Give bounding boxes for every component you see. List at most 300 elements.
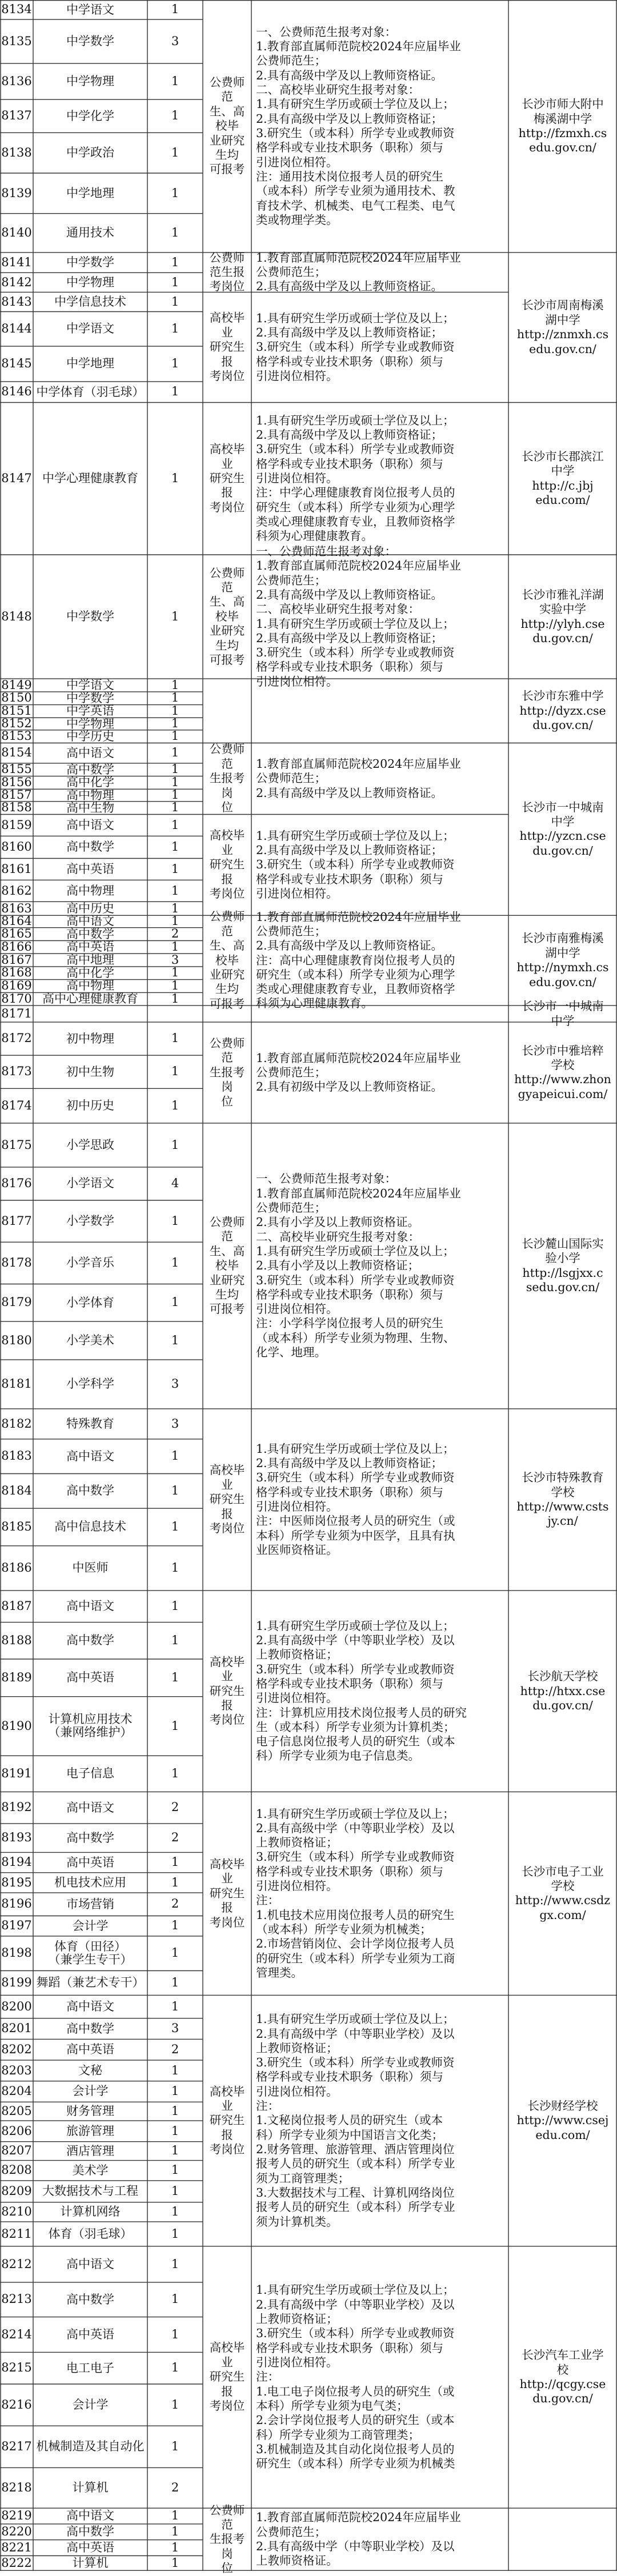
- job-count: 1: [171, 1999, 179, 2013]
- job-code: 8167: [1, 952, 32, 967]
- job-count: 1: [171, 145, 179, 159]
- job-code: 8220: [1, 2524, 32, 2538]
- job-count: 1: [171, 704, 179, 718]
- job-code: 8135: [1, 34, 32, 48]
- job-code: 8221: [1, 2540, 32, 2554]
- hiring-unit: 长沙财经学校 http://www.csej edu.com/: [516, 2098, 609, 2142]
- job-count: 1: [171, 788, 179, 802]
- job-code: 8186: [1, 1561, 32, 1575]
- candidate-type: 公费师范 生、高校毕 业研究生均 可报考: [209, 1215, 245, 1316]
- job-position: 计算机: [72, 2481, 109, 2495]
- job-code: 8203: [1, 2063, 32, 2077]
- job-count: 1: [171, 940, 179, 954]
- job-position: 高中语文: [66, 1800, 114, 1814]
- job-code: 8193: [1, 1830, 32, 1845]
- job-position: 高中英语: [66, 940, 114, 954]
- hiring-unit: 长沙市雅礼洋湖 实验中学 http://ylyh.cse du.gov.cn/: [520, 587, 605, 645]
- job-count: 1: [171, 762, 179, 776]
- job-count: 1: [171, 966, 179, 980]
- job-count: 1: [171, 2205, 179, 2219]
- job-position: 酒店管理: [66, 2144, 114, 2158]
- requirements: 1.教育部直属师范院校2024年应届毕业 公费师范生； 2.具有高级中学及以上教师资格证。: [256, 757, 461, 800]
- job-position: 中学语文: [66, 2, 114, 17]
- job-position: 小学思政: [66, 1137, 114, 1152]
- job-count: 1: [171, 2124, 179, 2138]
- job-position: 高中地理: [66, 952, 114, 967]
- job-code: 8140: [1, 225, 32, 239]
- job-position: 中学语文: [66, 322, 114, 336]
- job-count: 1: [171, 2361, 179, 2375]
- job-code: 8165: [1, 927, 32, 941]
- requirements: 一、公费师范生报考对象： 1.教育部直属师范院校2024年应届毕业 公费师范生； 2.具有高级中学及以上教师资格证。 二、高校毕业研究生报考对象： 1.具有研究生学历或硕士学位及以上； 2.具有高级中学及以上教师资格证； 3.研究生（或本科）所学专业或教师资 格学科或专业技术职务（职称）须与 引进岗位相符。 注：通用技术岗位报考人员的研究生 （或本科）所学专业须为通用技术、教 育技术学、机械类、电气工程类、电气 类或物理学类。: [256, 25, 461, 227]
- job-position: 初中历史: [66, 1099, 114, 1113]
- job-position: 高中数学: [66, 1830, 114, 1845]
- job-count: 4: [171, 1176, 179, 1191]
- job-position: 高中数学: [66, 2292, 114, 2306]
- job-code: 8194: [1, 1855, 32, 1869]
- job-code: 8175: [1, 1137, 32, 1152]
- job-position: 高中语文: [66, 914, 114, 928]
- job-code: 8189: [1, 1670, 32, 1685]
- job-position: 高中心理健康教育: [42, 992, 138, 1006]
- job-code: 8183: [1, 1449, 32, 1463]
- job-position: 高中英语: [66, 1670, 114, 1685]
- job-count: 1: [171, 2509, 179, 2523]
- job-count: 1: [171, 2163, 179, 2177]
- job-count: 1: [171, 356, 179, 371]
- requirements: 1.具有研究生学历或硕士学位及以上； 2.具有高级中学及以上教师资格证； 3.研究生（或本科）所学专业或教师资 格学科或专业技术职务（职称）须与 引进岗位相符。 注：中医师岗位报考人员的研究生（或 本科）所学专业须为中医学，且具有执 业医师资格证。: [256, 1441, 455, 1557]
- job-position: 会计学: [72, 2398, 109, 2412]
- job-position: 机电技术应用: [54, 1875, 126, 1889]
- requirements: 1.具有研究生学历或硕士学位及以上； 2.具有高级中学（中等职业学校）及以 上教师资格证； 3.研究生（或本科）所学专业或教师资 格学科或专业技术职务（职称）须与 引进岗位相符。 注： 1.电工电子岗位报考人员的研究生（或 本科）所学专业须为电气类； 2.会计学岗位报考人员的研究生（或本 科）所学专业须为工商管理类； 3.机械制造及其自动化岗位报考人员的 研究生（或本科）所学专业须为机械类: [256, 2283, 455, 2471]
- job-position: 计算机: [72, 2556, 109, 2570]
- job-code: 8170: [1, 991, 32, 1005]
- job-count: 1: [171, 74, 179, 88]
- candidate-type: 高校毕业 研究生报 考岗位: [209, 1654, 245, 1727]
- job-code: 8202: [1, 2042, 32, 2056]
- job-position: 会计学: [72, 2084, 109, 2098]
- job-code: 8168: [1, 966, 32, 980]
- job-count: 1: [171, 840, 179, 854]
- candidate-type: 公费师范 生、高校毕 业研究生均 可报考: [209, 75, 245, 177]
- job-code: 8215: [1, 2361, 32, 2375]
- job-code: 8212: [1, 2257, 32, 2271]
- job-count: 1: [171, 1875, 179, 1889]
- job-count: 1: [171, 2226, 179, 2241]
- job-position: 电工电子: [66, 2361, 114, 2375]
- requirements: 1.具有研究生学历或硕士学位及以上； 2.具有高级中学及以上教师资格证； 3.研究生（或本科）所学专业或教师资 格学科或专业技术职务（职称）须与 引进岗位相符。: [256, 311, 455, 383]
- requirements: [251, 1005, 508, 1022]
- job-count: 1: [171, 1946, 179, 1960]
- job-position: 高中英语: [66, 1855, 114, 1869]
- candidate-type: 公费师范 生报考岗 位: [209, 1036, 245, 1108]
- hiring-unit: [508, 2508, 617, 2571]
- job-count: 1: [171, 2524, 179, 2538]
- job-position: 高中语文: [66, 1449, 114, 1463]
- job-code: 8159: [1, 818, 32, 832]
- job-position: 体育（羽毛球）: [48, 2226, 133, 2241]
- job-count: 1: [171, 275, 179, 289]
- job-count: 1: [171, 1031, 179, 1045]
- job-count: 2: [171, 2042, 179, 2056]
- hiring-unit: 长沙市一中城南 中学 http://yzcn.cse du.gov.cn/: [519, 800, 606, 858]
- candidate-type: 公费师范 生、高校毕 业研究生均 可报考: [209, 910, 245, 1011]
- job-position: 中医师: [72, 1561, 109, 1575]
- hiring-unit: 长沙麓山国际实 验小学 http://lsgjxx.c sedu.gov.cn/: [522, 1237, 604, 1295]
- job-code: 8219: [1, 2509, 32, 2523]
- job-count: 1: [171, 1295, 179, 1309]
- job-position: 会计学: [72, 1918, 109, 1933]
- job-code: 8204: [1, 2084, 32, 2098]
- hiring-unit: 长沙航天学校 http://htxx.cse du.gov.cn/: [520, 1669, 606, 1712]
- job-count: 1: [171, 800, 179, 815]
- job-count: 1: [171, 471, 179, 485]
- job-count: 1: [171, 1670, 179, 1685]
- job-code: 8146: [1, 384, 32, 399]
- job-code: 8154: [1, 746, 32, 760]
- job-position: 高中化学: [66, 775, 114, 790]
- job-position: 初中物理: [66, 1031, 114, 1045]
- candidate-type: 高校毕业 研究生报 考岗位: [209, 311, 245, 383]
- job-code: 8213: [1, 2292, 32, 2306]
- job-code: 8218: [1, 2480, 32, 2494]
- job-code: 8149: [1, 678, 32, 692]
- requirements: 1.具有研究生学历或硕士学位及以上； 2.具有高级中学及以上教师资格证； 3.研究生（或本科）所学专业或教师资 格学科或专业技术职务（职称）须与 引进岗位相符。: [256, 828, 455, 900]
- job-code: 8158: [1, 800, 32, 815]
- job-count: 2: [171, 1897, 179, 1911]
- job-count: 2: [171, 927, 179, 941]
- job-count: 1: [171, 979, 179, 993]
- requirements: 1.具有研究生学历或硕士学位及以上； 2.具有高级中学（中等职业学校）及以 上教师资格证； 3.研究生（或本科）所学专业或教师资 格学科或专业技术职务（职称）须与 引进岗位相符。 注： 1.机电技术应用岗位报考人员的研究生 （或本科）所学专业须为机械类； 2.市场营销岗位、会计学岗位报考人员 的研究生（或本科）所学专业须为工商 管理类。: [256, 1806, 455, 1980]
- job-position: 高中数学: [66, 1484, 114, 1498]
- job-count: 3: [171, 1377, 179, 1391]
- job-code: 8163: [1, 901, 32, 915]
- requirements: 1.具有研究生学历或硕士学位及以上； 2.具有高级中学（中等职业学校）及以 上教师资格证； 3.研究生（或本科）所学专业或教师资 格学科或专业技术职务（职称）须与 引进岗位相符。 注：计算机应用技术岗位报考人员的研究 生（或本科）所学专业须为计算机类； 电子信息岗位报考人员的研究生（或本 科）所学专业须为电子信息类。: [256, 1618, 467, 1763]
- job-count: 1: [171, 678, 179, 692]
- job-count: 2: [171, 2480, 179, 2494]
- requirements: [251, 679, 508, 743]
- job-position: 中学物理: [66, 716, 114, 731]
- job-count: 2: [171, 1830, 179, 1845]
- job-code: 8164: [1, 914, 32, 928]
- job-count: 1: [171, 691, 179, 705]
- job-position: 中学地理: [66, 186, 114, 200]
- job-position: 市场营销: [66, 1897, 114, 1911]
- job-code: 8214: [1, 2327, 32, 2341]
- job-position: 高中生物: [66, 800, 114, 815]
- job-position: 高中数学: [66, 840, 114, 854]
- job-position: [33, 1005, 147, 1022]
- job-position: 中学信息技术: [54, 294, 126, 309]
- hiring-unit: 长沙市中雅培粹 学校 http://www.zhon gyapeicui.com/: [514, 1043, 611, 1101]
- job-position: 中学语文: [66, 678, 114, 692]
- job-code: 8139: [1, 186, 32, 200]
- requirements: 1.教育部直属师范院校2024年应届毕业 公费师范生； 2.具有高级中学（中等职业学校）及以 上教师资格证。: [256, 2510, 461, 2568]
- job-code: 8179: [1, 1295, 32, 1309]
- job-code: 8190: [1, 1718, 32, 1733]
- job-position: 文秘: [78, 2063, 102, 2077]
- job-code: 8188: [1, 1633, 32, 1647]
- candidate-type: 高校毕业 研究生报 考岗位: [209, 828, 245, 900]
- job-code: 8176: [1, 1176, 32, 1191]
- job-count: 1: [171, 1918, 179, 1933]
- candidate-type: 公费师 范生报 考岗位: [209, 250, 245, 294]
- job-position: 高中历史: [66, 901, 114, 915]
- job-count: 1: [171, 1484, 179, 1498]
- job-count: 1: [171, 2555, 179, 2570]
- job-position: 体育（田径） （兼学生专干）: [48, 1940, 133, 1967]
- job-count: 1: [171, 2439, 179, 2453]
- job-code: 8177: [1, 1213, 32, 1228]
- job-code: 8156: [1, 775, 32, 790]
- job-count: 1: [171, 818, 179, 832]
- job-code: 8173: [1, 1064, 32, 1079]
- job-code: 8216: [1, 2397, 32, 2411]
- hiring-unit: 长沙市师大附中 梅溪湖中学 http://fzmxh.cs edu.gov.cn/: [518, 97, 607, 155]
- job-count: 1: [171, 2063, 179, 2077]
- job-count: 1: [171, 862, 179, 876]
- job-count: 1: [171, 321, 179, 335]
- job-count: 1: [171, 1256, 179, 1270]
- job-position: 中学物理: [66, 74, 114, 89]
- job-count: 1: [171, 1561, 179, 1575]
- job-code: 8157: [1, 788, 32, 802]
- job-count: 1: [171, 914, 179, 928]
- requirements: 1.具有研究生学历或硕士学位及以上； 2.具有高级中学（中等职业学校）及以 上教师资格证； 3.研究生（或本科）所学专业或教师资 格学科或专业技术职务（职称）须与 引进岗位相符。 注： 1.文秘岗位报考人员的研究生（或本 科）所学专业须为中国语言文化类； 2.财务管理、旅游管理、酒店管理岗位 报考人员的研究生（或本科）所学专业 须为工商管理类； 3.大数据技术与工程、计算机网络岗位 报考人员的研究生（或本科）所学专业 须为计算机类。: [256, 2012, 455, 2229]
- job-position: 高中物理: [66, 883, 114, 898]
- job-count: 1: [171, 1449, 179, 1463]
- job-position: 高中信息技术: [54, 1520, 126, 1534]
- job-code: 8169: [1, 979, 32, 993]
- job-position: 中学化学: [66, 109, 114, 123]
- job-code: 8161: [1, 862, 32, 876]
- job-position: 高中英语: [66, 2541, 114, 2555]
- job-count: 3: [171, 34, 179, 48]
- job-position: 小学科学: [66, 1377, 114, 1391]
- job-count: 1: [171, 991, 179, 1005]
- job-position: 高中语文: [66, 2000, 114, 2014]
- job-position: 小学音乐: [66, 1256, 114, 1270]
- requirements: 一、公费师范生报考对象： 1.教育部直属师范院校2024年应届毕业 公费师范生； 2.具有高级中学及以上教师资格证。 二、高校毕业研究生报考对象： 1.具有研究生学历或硕士学位及以上； 2.具有高级中学及以上教师资格证； 3.研究生（或本科）所学专业或教师资 格学科或专业技术职务（职称）须与 引进岗位相符。: [256, 544, 461, 688]
- job-count: 1: [171, 1213, 179, 1228]
- job-count: 1: [171, 225, 179, 239]
- job-code: 8207: [1, 2144, 32, 2158]
- candidate-type: 公费师范 生报考岗 位: [209, 742, 245, 815]
- job-position: 中学数学: [66, 691, 114, 705]
- job-position: 高中物理: [66, 979, 114, 993]
- job-code: 8144: [1, 321, 32, 335]
- hiring-unit: 长沙市一中城南 中学: [522, 999, 604, 1028]
- job-code: 8171: [1, 1006, 32, 1020]
- job-count: 1: [171, 1855, 179, 1869]
- job-position: 高中语文: [66, 2257, 114, 2271]
- job-count: 3: [171, 2021, 179, 2036]
- job-code: 8137: [1, 109, 32, 123]
- job-position: 中学体育（羽毛球）: [36, 384, 145, 399]
- job-count: 1: [171, 883, 179, 898]
- job-position: 中学政治: [66, 146, 114, 160]
- job-position: 高中物理: [66, 788, 114, 802]
- job-code: 8198: [1, 1946, 32, 1960]
- job-code: 8208: [1, 2163, 32, 2177]
- job-count: 3: [171, 952, 179, 967]
- job-code: 8195: [1, 1875, 32, 1889]
- job-position: 高中英语: [66, 862, 114, 876]
- job-count: 1: [171, 2, 179, 17]
- requirements: 1.教育部直属师范院校2024年应届毕业 公费师范生； 2.具有高级中学及以上教师资格证。: [256, 250, 461, 294]
- job-code: 8162: [1, 883, 32, 898]
- job-position: 高中数学: [66, 2021, 114, 2036]
- job-code: 8200: [1, 1999, 32, 2013]
- job-code: 8187: [1, 1599, 32, 1613]
- job-code: 8150: [1, 691, 32, 705]
- job-code: 8142: [1, 275, 32, 289]
- job-position: 高中数学: [66, 762, 114, 776]
- job-count: 1: [171, 1633, 179, 1647]
- job-position: 财务管理: [66, 2104, 114, 2118]
- requirements: 1.教育部直属师范院校2024年应届毕业 公费师范生； 2.具有初级中学及以上教师资格证。: [256, 1051, 461, 1094]
- job-position: 美术学: [72, 2163, 109, 2177]
- job-position: 小学体育: [66, 1295, 114, 1309]
- job-count: 1: [171, 729, 179, 743]
- job-count: 1: [171, 1137, 179, 1152]
- job-count: 1: [171, 1520, 179, 1534]
- job-count: 1: [171, 2104, 179, 2118]
- hiring-unit: 长沙市南雅梅溪 湖中学 http://nymxh.cs edu.gov.cn/: [516, 931, 609, 989]
- job-code: 8184: [1, 1484, 32, 1498]
- job-count: 1: [171, 746, 179, 760]
- job-code: 8180: [1, 1333, 32, 1347]
- job-code: 8222: [1, 2555, 32, 2570]
- candidate-type: [203, 1005, 251, 1022]
- job-position: 大数据技术与工程: [42, 2184, 138, 2198]
- job-code: 8152: [1, 716, 32, 731]
- candidate-type: 公费师范 生、高校毕 业研究生均 可报考: [209, 566, 245, 667]
- job-position: 计算机应用技术 （兼网络维护）: [48, 1712, 133, 1740]
- job-position: 中学数学: [66, 610, 114, 623]
- job-position: 计算机网络: [60, 2205, 121, 2219]
- requirements: 一、公费师范生报考对象： 1.教育部直属师范院校2024年应届毕业 公费师范生； 2.具有小学及以上教师资格证。 二、高校毕业研究生报考对象： 1.具有研究生学历或硕士学位及以上； 2.具有小学及以上教师资格证； 3.研究生（或本科）所学专业或教师资 格学科或专业技术职务（职称）须与 引进岗位相符。 注：小学科学岗位报考人员的研究生 （或本科）所学专业须为物理、生物、 化学、地理。: [256, 1172, 461, 1360]
- job-code: 8155: [1, 762, 32, 776]
- job-count: 1: [171, 2184, 179, 2198]
- requirements: 1.具有研究生学历或硕士学位及以上； 2.具有高级中学及以上教师资格证； 3.研究生（或本科）所学专业或教师资 格学科或专业技术职务（职称）须与 引进岗位相符。 注：中学心理健康教育岗位报考人员的 研究生（或本科）所学专业须为心理学 类或心理健康教育专业，且教师资格学 科须为心理健康教育。: [256, 413, 455, 543]
- hiring-unit: 长沙市长郡滨江 中学 http://c.jbj edu.com/: [522, 449, 604, 507]
- job-count: 1: [171, 2144, 179, 2158]
- job-count: 1: [171, 2540, 179, 2554]
- job-count: 1: [171, 255, 179, 269]
- job-count: 1: [171, 609, 179, 623]
- job-count: 1: [171, 294, 179, 309]
- job-code: 8166: [1, 940, 32, 954]
- job-position: 高中化学: [66, 966, 114, 980]
- job-position: 高中语文: [66, 746, 114, 760]
- job-position: 初中生物: [66, 1064, 114, 1079]
- job-code: 8143: [1, 294, 32, 309]
- job-code: 8192: [1, 1800, 32, 1814]
- job-code: 8205: [1, 2104, 32, 2118]
- job-code: 8153: [1, 729, 32, 743]
- job-code: 8172: [1, 1031, 32, 1045]
- job-position: 高中语文: [66, 818, 114, 832]
- job-code: 8197: [1, 1918, 32, 1933]
- job-code: 8210: [1, 2205, 32, 2219]
- job-position: 高中语文: [66, 2509, 114, 2523]
- job-count: 1: [171, 2257, 179, 2271]
- candidate-type: 高校毕业 研究生报 考岗位: [209, 1463, 245, 1536]
- hiring-unit: 长沙汽车工业学 校 http://qcgy.cse du.gov.cn/: [519, 2348, 606, 2406]
- job-code: 8201: [1, 2021, 32, 2036]
- job-count: 1: [171, 1718, 179, 1733]
- job-count: 1: [171, 2084, 179, 2098]
- job-count: 1: [171, 384, 179, 399]
- job-position: 小学语文: [66, 1176, 114, 1191]
- job-code: 8211: [1, 2226, 32, 2241]
- requirements: 1.教育部直属师范院校2024年应届毕业 公费师范生； 2.具有高级中学及以上教师资格证。 注：高中心理健康教育岗位报考人员的 研究生（或本科）所学专业须为心理学 类或心理健康教育专业，且教师资格学 科须为心理健康教育。: [256, 910, 461, 1011]
- job-code: 8136: [1, 74, 32, 88]
- job-code: 8191: [1, 1766, 32, 1780]
- job-count: 1: [171, 716, 179, 731]
- job-count: 1: [171, 1064, 179, 1079]
- hiring-unit: 长沙市电子工业 学校 http://www.csdz gx.com/: [515, 1864, 611, 1922]
- job-count: 1: [171, 1098, 179, 1112]
- candidate-type: 高校毕业 研究生报 考岗位: [209, 442, 245, 514]
- job-position: 中学物理: [66, 275, 114, 289]
- job-position: 高中英语: [66, 2042, 114, 2057]
- job-code: 8217: [1, 2439, 32, 2453]
- job-position: 电子信息: [66, 1766, 114, 1781]
- job-count: 2: [171, 1800, 179, 1814]
- candidate-type: 公费师范 生报考岗 位: [209, 2503, 245, 2575]
- hiring-unit: 长沙市特殊教育 学校 http://www.csts jy.cn/: [516, 1471, 609, 1528]
- job-code: 8178: [1, 1256, 32, 1270]
- job-code: 8138: [1, 145, 32, 159]
- hiring-unit: 长沙市周南梅溪 湖中学 http://znmxh.cs edu.gov.cn/: [516, 298, 609, 356]
- job-position: 通用技术: [66, 226, 114, 240]
- job-position: 高中语文: [66, 1599, 114, 1613]
- job-code: 8196: [1, 1897, 32, 1911]
- job-position: 高中英语: [66, 2327, 114, 2341]
- candidate-type: 高校毕业 研究生报 考岗位: [209, 1857, 245, 1929]
- job-position: 中学心理健康教育: [42, 471, 138, 486]
- job-code: 8182: [1, 1416, 32, 1431]
- job-position: 高中数学: [66, 1633, 114, 1648]
- job-position: 中学英语: [66, 704, 114, 718]
- job-count: 1: [171, 2327, 179, 2341]
- job-position: 旅游管理: [66, 2124, 114, 2138]
- job-code: 8209: [1, 2184, 32, 2198]
- job-position: 中学数学: [66, 34, 114, 49]
- job-count: 1: [171, 2397, 179, 2411]
- job-position: 舞蹈（兼艺术专干）: [36, 1976, 145, 1990]
- job-code: 8141: [1, 255, 32, 269]
- job-count: 1: [171, 109, 179, 123]
- job-position: 特殊教育: [66, 1416, 114, 1431]
- job-count: 1: [171, 901, 179, 915]
- job-count: 1: [171, 775, 179, 790]
- job-position: 中学历史: [66, 729, 114, 743]
- job-position: 机械制造及其自动化: [36, 2439, 145, 2454]
- job-code: 8185: [1, 1520, 32, 1534]
- job-count: 1: [171, 186, 179, 200]
- candidate-type: [203, 679, 251, 743]
- job-count: 1: [171, 1976, 179, 1990]
- hiring-unit: 长沙市东雅中学 http://dyzx.cse du.gov.cn/: [519, 689, 606, 732]
- job-count: 1: [171, 1333, 179, 1347]
- job-code: 8206: [1, 2124, 32, 2138]
- job-position: 小学数学: [66, 1214, 114, 1228]
- job-code: 8148: [1, 609, 32, 623]
- candidate-type: 高校毕业 研究生报 考岗位: [209, 2084, 245, 2157]
